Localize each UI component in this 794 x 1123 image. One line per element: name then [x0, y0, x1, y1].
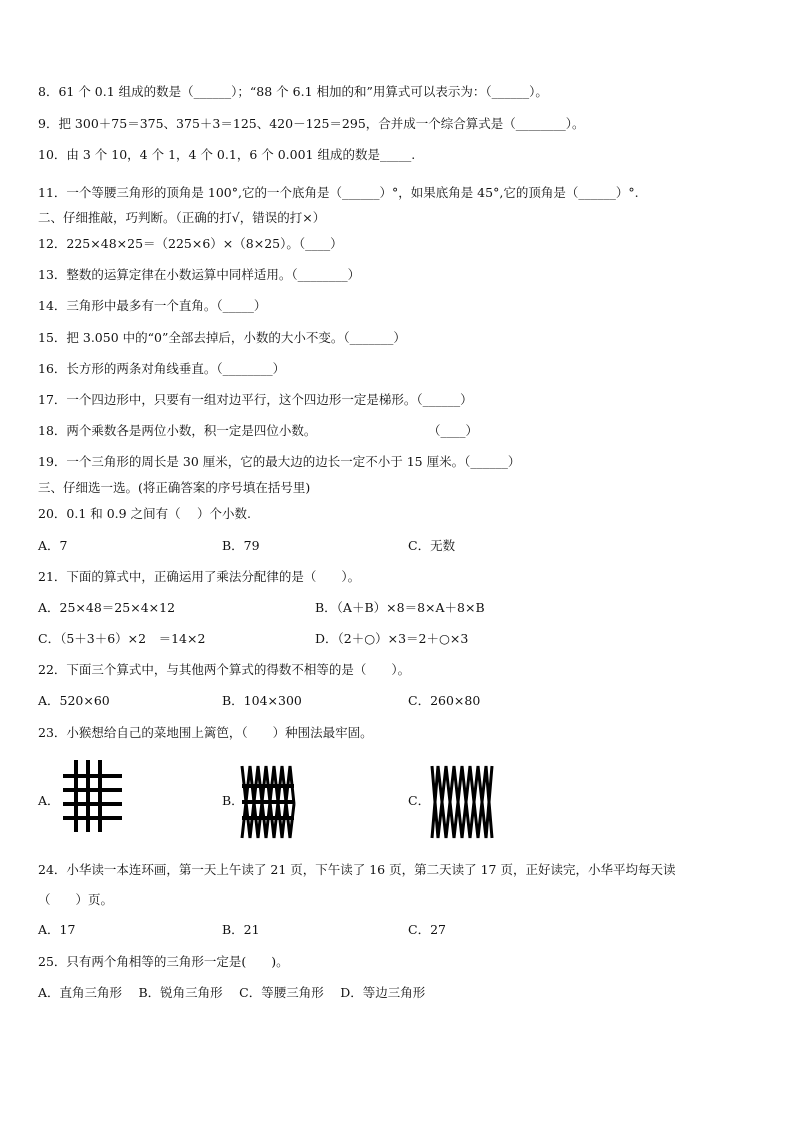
section-2-heading: 二、仔细推敲，巧判断。（正确的打√，错误的打×）: [38, 210, 326, 225]
question-14: 14．三角形中最多有一个直角。（_____）: [38, 298, 267, 313]
question-20-option-a: A．7: [38, 538, 68, 553]
question-21-option-a: A．25×48＝25×4×12: [38, 600, 176, 615]
question-22: 22．下面三个算式中，与其他两个算式的得数不相等的是（ ）。: [38, 662, 411, 677]
question-21-option-c: C．（5＋3＋6）×2 ＝14×2: [38, 631, 206, 646]
question-18-blank: （____）: [428, 423, 479, 438]
question-20-option-b: B．79: [222, 538, 260, 553]
question-9: 9．把 300＋75＝375、375＋3＝125、420－125＝295，合并成一个综合算式是（________）。: [38, 116, 585, 131]
question-24-line-1: 24．小华读一本连环画，第一天上午读了 21 页，下午读了 16 页，第二天读了 17 页，正好读完，小华平均每天读: [38, 862, 676, 877]
question-22-option-b: B．104×300: [222, 693, 302, 708]
question-24-option-c: C．27: [408, 922, 446, 937]
question-17: 17．一个四边形中，只要有一组对边平行，这个四边形一定是梯形。（______）: [38, 392, 473, 407]
question-10: 10．由 3 个 10，4 个 1，4 个 0.1，6 个 0.001 组成的数是_____.: [38, 147, 416, 162]
question-23-option-a-label: A．: [38, 793, 60, 808]
question-25-options: A．直角三角形 B．锐角三角形 C．等腰三角形 D．等边三角形: [38, 985, 426, 1000]
question-20: 20．0.1 和 0.9 之间有（ ）个小数.: [38, 506, 252, 521]
question-21-option-b: B．（A＋B）×8＝8×A＋8×B: [315, 600, 485, 615]
question-19: 19．一个三角形的周长是 30 厘米，它的最大边的边长一定不小于 15 厘米。（______）: [38, 454, 521, 469]
fence-diamond-figure: [430, 764, 494, 840]
question-11: 11．一个等腰三角形的顶角是 100°,它的一个底角是（______）°，如果底角是 45°,它的顶角是（______）°.: [38, 185, 639, 200]
question-16: 16．长方形的两条对角线垂直。（________）: [38, 361, 286, 376]
question-24-option-a: A．17: [38, 922, 76, 937]
question-21: 21．下面的算式中，正确运用了乘法分配律的是（ ）。: [38, 569, 361, 584]
question-12: 12．225×48×25＝（225×6）×（8×25）。（____）: [38, 236, 343, 251]
question-25: 25．只有两个角相等的三角形一定是( )。: [38, 954, 289, 969]
question-21-option-d: D．（2＋○）×3＝2＋○×3: [315, 631, 469, 646]
section-3-heading: 三、仔细选一选。(将正确答案的序号填在括号里): [38, 480, 311, 495]
question-24-line-2: （ ）页。: [38, 892, 114, 907]
question-22-option-a: A．520×60: [38, 693, 110, 708]
fence-diamond-crossbar-figure: [240, 764, 296, 840]
question-15: 15．把 3.050 中的“0”全部去掉后，小数的大小不变。（_______）: [38, 330, 406, 345]
question-22-option-c: C．260×80: [408, 693, 481, 708]
question-8: 8．61 个 0.1 组成的数是（______）；“88 个 6.1 相加的和”用算式可以表示为：（______）。: [38, 84, 548, 99]
fence-grid-figure: [62, 760, 122, 832]
question-23: 23．小猴想给自己的菜地围上篱笆，（ ）种围法最牢固。: [38, 725, 373, 740]
question-20-option-c: C．无数: [408, 538, 456, 553]
question-23-option-c-label: C．: [408, 793, 431, 808]
question-23-option-b-label: B．: [222, 793, 244, 808]
question-18: 18．两个乘数各是两位小数，积一定是四位小数。: [38, 423, 317, 438]
question-24-option-b: B．21: [222, 922, 260, 937]
question-13: 13．整数的运算定律在小数运算中同样适用。（________）: [38, 267, 361, 282]
